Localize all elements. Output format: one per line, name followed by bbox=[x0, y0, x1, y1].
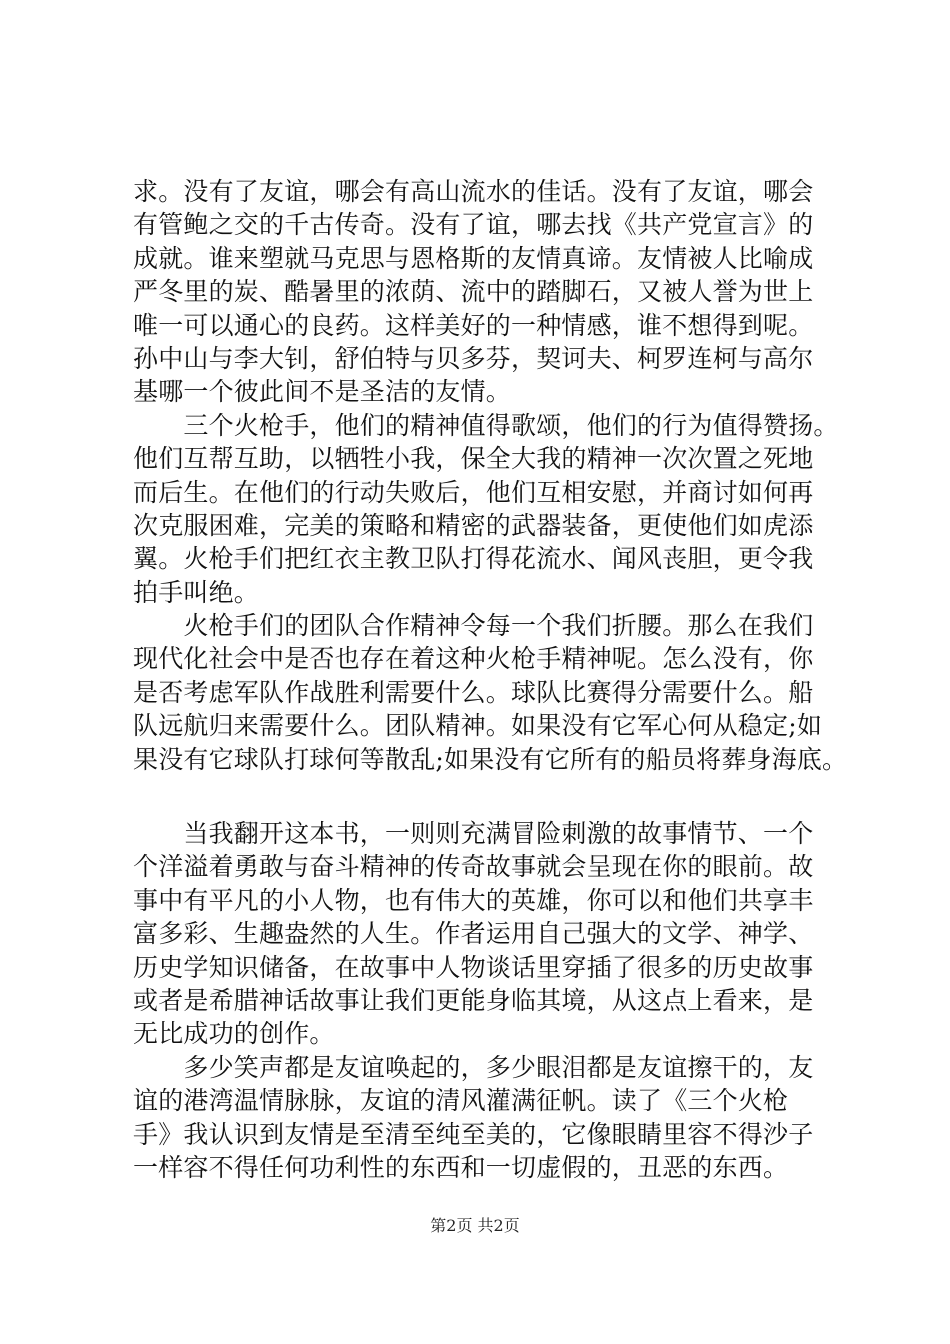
text-line: 次克服困难，完美的策略和精密的武器装备，更使他们如虎添 bbox=[133, 510, 814, 540]
text-line: 谊的港湾温情脉脉，友谊的清风灌满征帆。读了《三个火枪 bbox=[133, 1086, 789, 1116]
text-line: 翼。火枪手们把红衣主教卫队打得花流水、闻风丧胆，更令我 bbox=[133, 544, 814, 574]
body-text bbox=[133, 175, 848, 1184]
text-line: 而后生。在他们的行动失败后，他们互相安慰，并商讨如何再 bbox=[133, 477, 814, 507]
text-line: 求。没有了友谊，哪会有高山流水的佳话。没有了友谊，哪会 bbox=[133, 177, 814, 206]
text-line: 他们互帮互助，以牺牲小我，保全大我的精神一次次置之死地 bbox=[133, 444, 814, 474]
page-footer bbox=[0, 1216, 950, 1236]
page-number-label: 第2页 共2页 bbox=[430, 1216, 520, 1235]
text-line: 无比成功的创作。 bbox=[133, 1019, 335, 1049]
text-line: 或者是希腊神话故事让我们更能身临其境，从这点上看来，是 bbox=[133, 985, 814, 1015]
text-line: 队远航归来需要什么。团队精神。如果没有它军心何从稳定;如 bbox=[133, 711, 823, 741]
text-line: 严冬里的炭、酷暑里的浓荫、流中的踏脚石，又被人誉为世上 bbox=[133, 277, 814, 307]
text-line: 多少笑声都是友谊唤起的，多少眼泪都是友谊擦干的，友 bbox=[133, 1052, 814, 1082]
text-line: 火枪手们的团队合作精神令每一个我们折腰。那么在我们 bbox=[133, 611, 814, 641]
text-line: 当我翻开这本书，一则则充满冒险刺激的故事情节、一个 bbox=[133, 819, 814, 849]
text-line: 孙中山与李大钊，舒伯特与贝多芬，契诃夫、柯罗连柯与高尔 bbox=[133, 343, 814, 373]
text-line: 富多彩、生趣盎然的人生。作者运用自己强大的文学、神学、 bbox=[133, 919, 814, 949]
text-line: 一样容不得任何功利性的东西和一切虚假的，丑恶的东西。 bbox=[133, 1152, 789, 1182]
text-line: 成就。谁来塑就马克思与恩格斯的友情真谛。友情被人比喻成 bbox=[133, 243, 814, 273]
text-line: 现代化社会中是否也存在着这种火枪手精神呢。怎么没有，你 bbox=[133, 644, 814, 674]
text-line: 历史学知识储备，在故事中人物谈话里穿插了很多的历史故事 bbox=[133, 952, 814, 982]
text-line: 个洋溢着勇敢与奋斗精神的传奇故事就会呈现在你的眼前。故 bbox=[133, 852, 814, 882]
text-line: 手》我认识到友情是至清至纯至美的，它像眼睛里容不得沙子 bbox=[133, 1119, 814, 1149]
paragraph-gap bbox=[133, 776, 833, 817]
text-line: 三个火枪手，他们的精神值得歌颂，他们的行为值得赞扬。 bbox=[133, 410, 839, 440]
text-line: 基哪一个彼此间不是圣洁的友情。 bbox=[133, 377, 512, 407]
text-line: 唯一可以通心的良药。这样美好的一种情感，谁不想得到呢。 bbox=[133, 310, 814, 340]
text-line: 是否考虑军队作战胜利需要什么。球队比赛得分需要什么。船 bbox=[133, 677, 814, 707]
text-line: 拍手叫绝。 bbox=[133, 577, 260, 607]
text-line: 有管鲍之交的千古传奇。没有了谊，哪去找《共产党宣言》的 bbox=[133, 210, 814, 240]
text-line: 事中有平凡的小人物，也有伟大的英雄，你可以和他们共享丰 bbox=[133, 885, 814, 915]
text-line: 果没有它球队打球何等散乱;如果没有它所有的船员将葬身海底。 bbox=[133, 744, 848, 774]
